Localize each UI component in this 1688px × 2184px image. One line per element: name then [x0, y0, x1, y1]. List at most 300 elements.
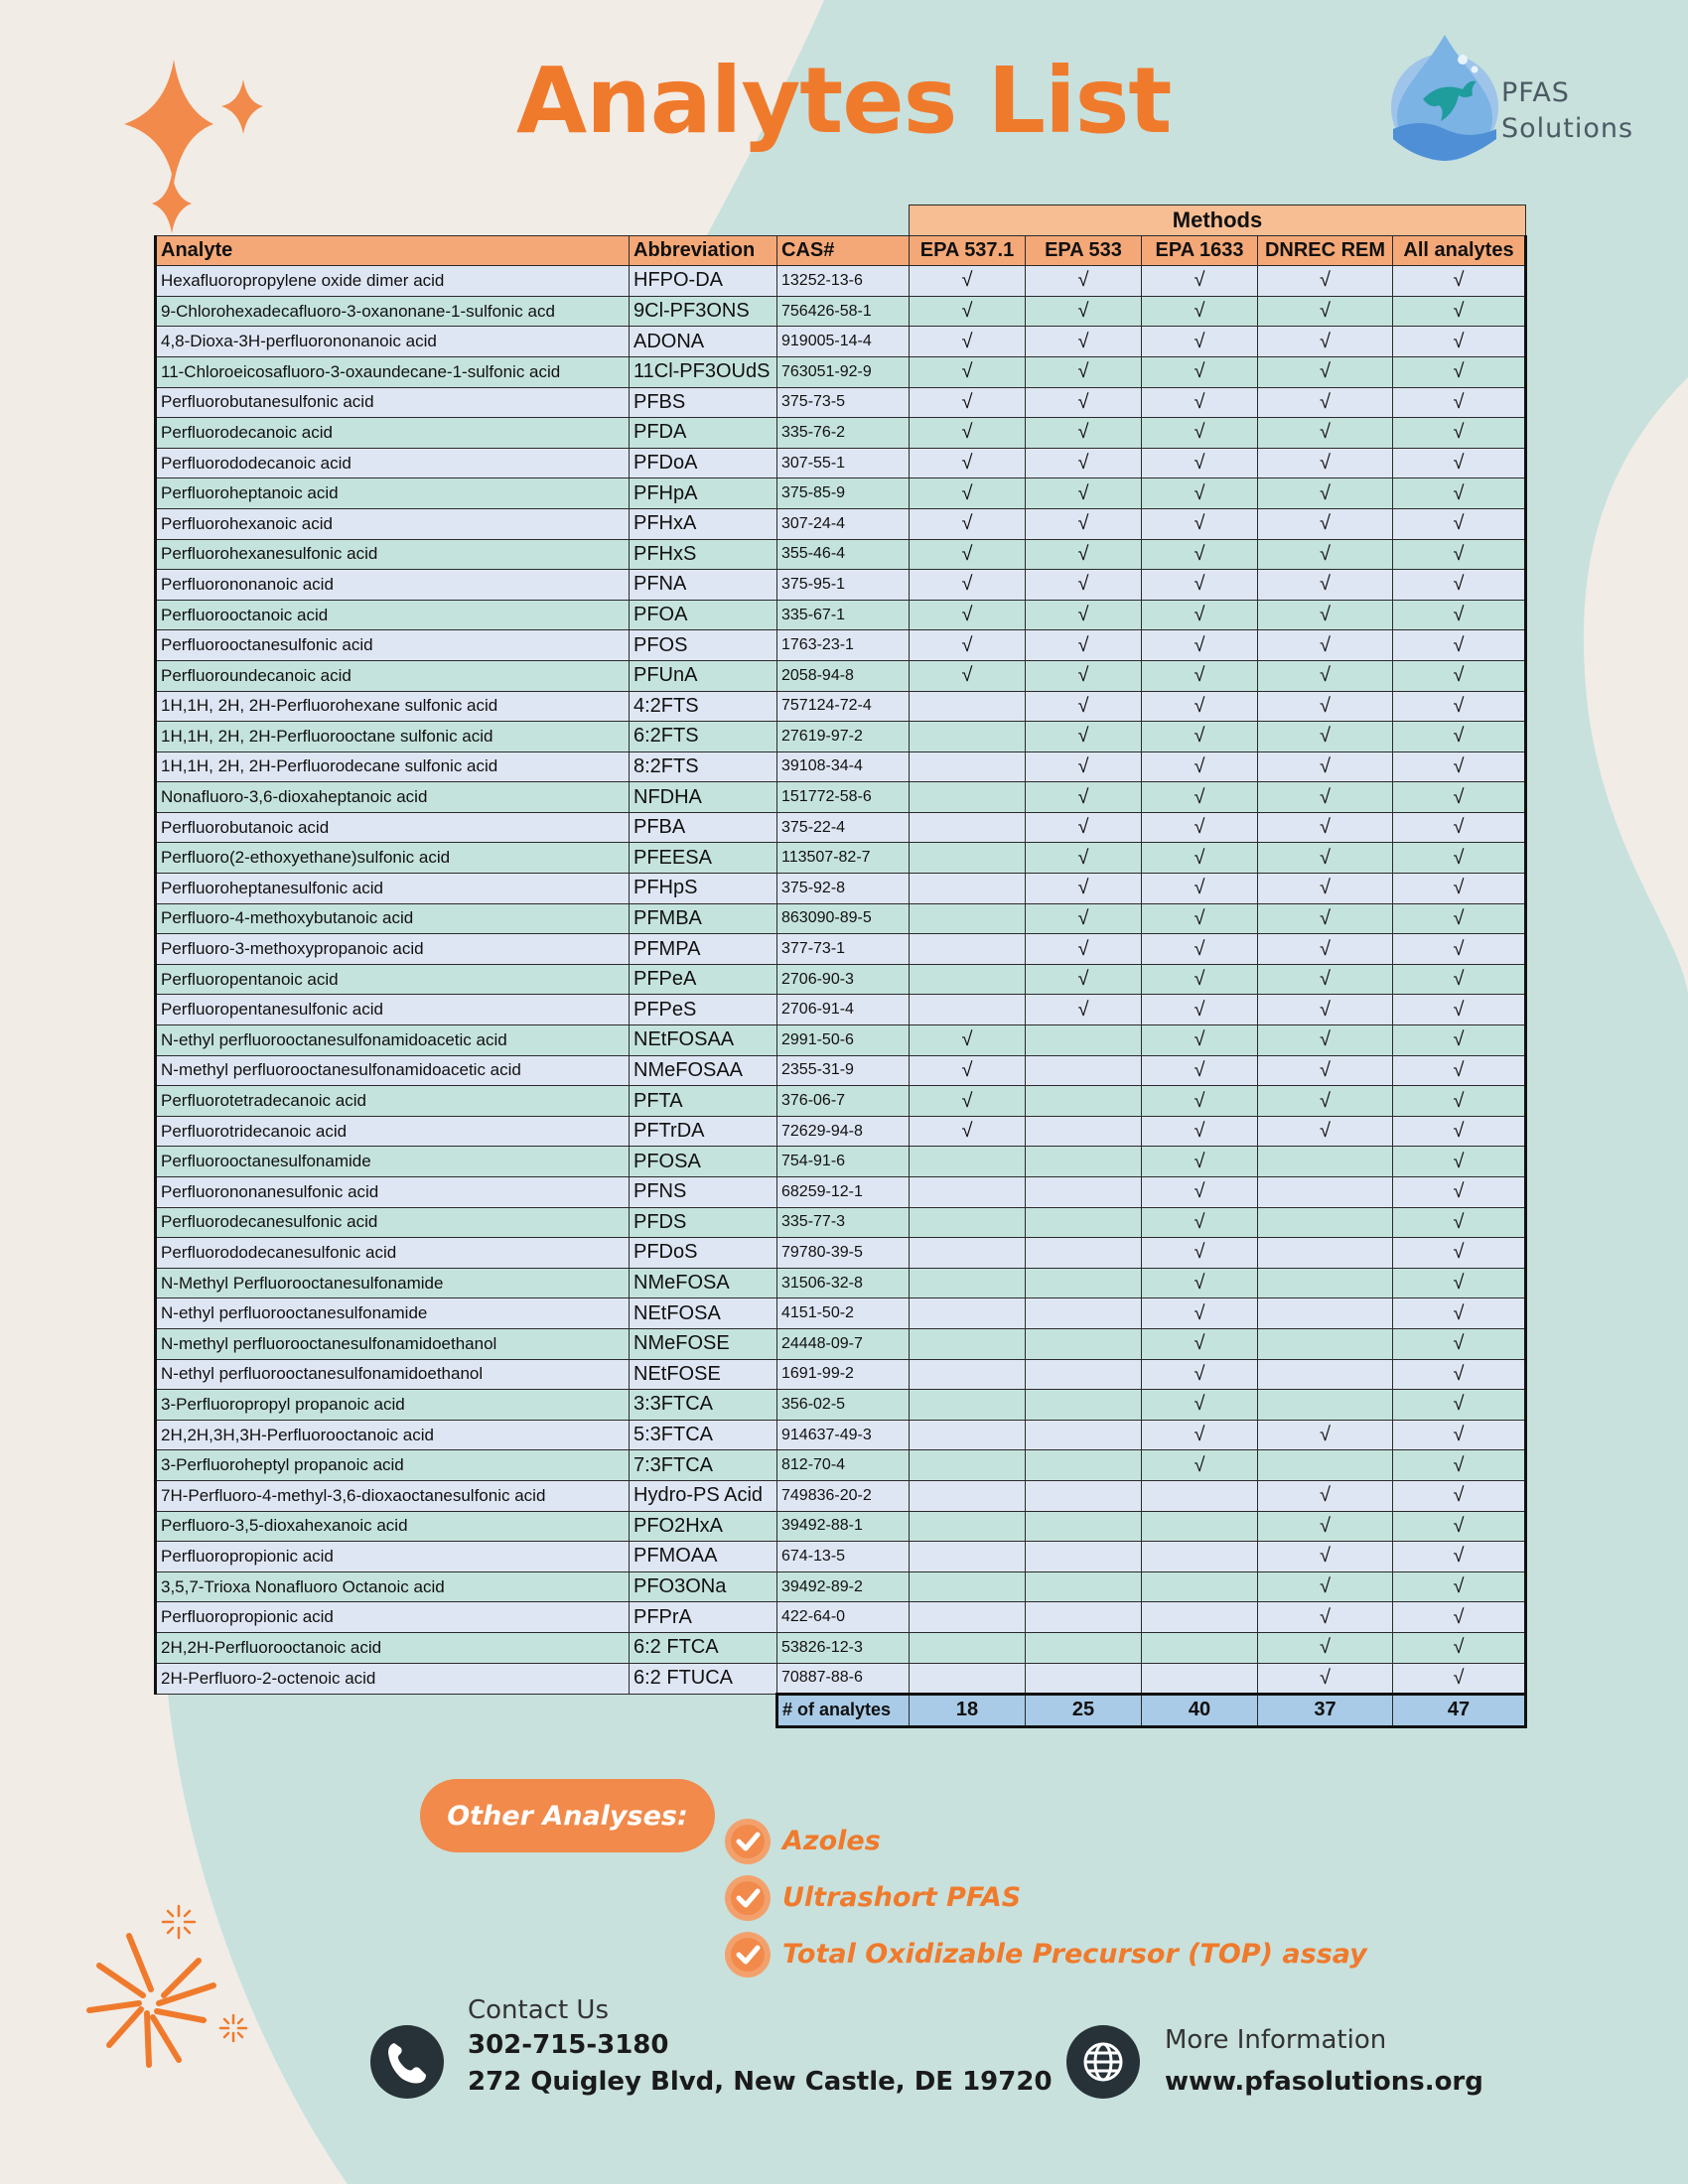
method-check-dnrec-rem: √	[1258, 508, 1393, 539]
method-check-dnrec-rem	[1258, 1147, 1393, 1177]
burst-decoration-icon	[70, 1886, 268, 2085]
abbreviation-cell: 6:2FTS	[630, 722, 777, 752]
abbreviation-cell: NEtFOSE	[630, 1359, 777, 1390]
table-row	[156, 1298, 1526, 1329]
method-check-epa-533	[1026, 1359, 1142, 1390]
abbreviation-cell: PFHpA	[630, 478, 777, 509]
methods-group-header: Methods	[910, 205, 1526, 236]
method-check-dnrec-rem: √	[1258, 903, 1393, 934]
abbreviation-cell: PFO3ONa	[630, 1571, 777, 1602]
method-check-epa-1633	[1142, 1632, 1258, 1663]
abbreviation-cell: NFDHA	[630, 782, 777, 813]
cas-number-cell: 356-02-5	[777, 1390, 910, 1421]
table-row	[156, 1147, 1526, 1177]
method-check-all-analytes: √	[1393, 356, 1526, 387]
method-check-epa-1633	[1142, 1511, 1258, 1542]
method-check-epa-537-1	[910, 1632, 1026, 1663]
table-row	[156, 1663, 1526, 1695]
analyte-name-cell: N-ethyl perfluorooctanesulfonamidoethanol	[156, 1359, 630, 1390]
logo-line-1: PFAS	[1501, 77, 1570, 108]
analyte-name-cell: 7H-Perfluoro-4-methyl-3,6-dioxaoctanesulfonic acid	[156, 1480, 630, 1511]
method-check-epa-1633	[1142, 1480, 1258, 1511]
method-check-epa-533: √	[1026, 600, 1142, 630]
logo-line-2: Solutions	[1501, 113, 1634, 144]
method-check-epa-537-1	[910, 1420, 1026, 1450]
method-check-epa-533: √	[1026, 478, 1142, 509]
method-check-epa-533	[1026, 1238, 1142, 1269]
other-analysis-item	[723, 1869, 1367, 1926]
method-check-all-analytes: √	[1393, 1207, 1526, 1238]
analyte-name-cell: Perfluorononanoic acid	[156, 570, 630, 601]
abbreviation-cell: ADONA	[630, 327, 777, 357]
cas-number-cell: 335-67-1	[777, 600, 910, 630]
method-check-all-analytes: √	[1393, 1328, 1526, 1359]
method-check-dnrec-rem: √	[1258, 1116, 1393, 1147]
table-row	[156, 1116, 1526, 1147]
method-check-epa-1633: √	[1142, 448, 1258, 478]
methods-group-row	[156, 205, 1526, 236]
method-check-dnrec-rem: √	[1258, 812, 1393, 843]
table-row	[156, 722, 1526, 752]
method-check-epa-1633: √	[1142, 1420, 1258, 1450]
cas-number-cell: 863090-89-5	[777, 903, 910, 934]
method-check-epa-1633: √	[1142, 964, 1258, 995]
method-check-all-analytes: √	[1393, 1602, 1526, 1633]
cas-number-cell: 335-77-3	[777, 1207, 910, 1238]
method-check-epa-533	[1026, 1268, 1142, 1298]
method-check-dnrec-rem: √	[1258, 387, 1393, 418]
method-check-epa-537-1: √	[910, 356, 1026, 387]
method-check-dnrec-rem: √	[1258, 751, 1393, 782]
cas-number-cell: 375-92-8	[777, 874, 910, 904]
cas-number-cell: 355-46-4	[777, 539, 910, 570]
contact-address: 272 Quigley Blvd, New Castle, DE 19720	[468, 2067, 1053, 2097]
method-check-epa-537-1: √	[910, 508, 1026, 539]
table-row	[156, 1238, 1526, 1269]
method-check-all-analytes: √	[1393, 478, 1526, 509]
method-check-epa-533	[1026, 1480, 1142, 1511]
method-check-dnrec-rem: √	[1258, 1480, 1393, 1511]
cas-number-cell: 72629-94-8	[777, 1116, 910, 1147]
analyte-name-cell: 2H,2H,3H,3H-Perfluorooctanoic acid	[156, 1420, 630, 1450]
analyte-name-cell: N-methyl perfluorooctanesulfonamidoethanol	[156, 1328, 630, 1359]
method-check-epa-537-1: √	[910, 570, 1026, 601]
method-check-all-analytes: √	[1393, 1511, 1526, 1542]
cas-number-cell: 4151-50-2	[777, 1298, 910, 1329]
abbreviation-cell: PFBS	[630, 387, 777, 418]
analyte-name-cell: Perfluorohexanesulfonic acid	[156, 539, 630, 570]
method-check-epa-1633: √	[1142, 1359, 1258, 1390]
method-check-epa-533: √	[1026, 903, 1142, 934]
table-row	[156, 1359, 1526, 1390]
table-row	[156, 1420, 1526, 1450]
abbreviation-cell: PFMOAA	[630, 1542, 777, 1572]
method-check-epa-533	[1026, 1116, 1142, 1147]
table-row	[156, 1390, 1526, 1421]
cas-number-cell: 113507-82-7	[777, 843, 910, 874]
analyte-name-cell: Nonafluoro-3,6-dioxaheptanoic acid	[156, 782, 630, 813]
method-check-dnrec-rem	[1258, 1328, 1393, 1359]
abbreviation-cell: PFOA	[630, 600, 777, 630]
method-check-epa-1633: √	[1142, 387, 1258, 418]
column-header-all-analytes: All analytes	[1393, 235, 1526, 266]
table-row	[156, 1542, 1526, 1572]
other-analysis-text: Azoles	[782, 1826, 881, 1856]
table-row	[156, 1571, 1526, 1602]
analyte-name-cell: Perfluorodecanoic acid	[156, 418, 630, 449]
method-check-epa-1633: √	[1142, 418, 1258, 449]
table-row	[156, 843, 1526, 874]
method-check-epa-533	[1026, 1450, 1142, 1481]
method-check-epa-537-1	[910, 782, 1026, 813]
method-check-all-analytes: √	[1393, 296, 1526, 327]
abbreviation-cell: 4:2FTS	[630, 691, 777, 722]
method-check-all-analytes: √	[1393, 387, 1526, 418]
method-check-epa-533: √	[1026, 327, 1142, 357]
analyte-name-cell: 11-Chloroeicosafluoro-3-oxaundecane-1-sulfonic acid	[156, 356, 630, 387]
method-check-all-analytes: √	[1393, 1268, 1526, 1298]
method-check-epa-533	[1026, 1571, 1142, 1602]
cas-number-cell: 749836-20-2	[777, 1480, 910, 1511]
analyte-name-cell: 3,5,7-Trioxa Nonafluoro Octanoic acid	[156, 1571, 630, 1602]
method-check-dnrec-rem	[1258, 1390, 1393, 1421]
method-check-epa-1633: √	[1142, 1177, 1258, 1208]
abbreviation-cell: PFPeA	[630, 964, 777, 995]
cas-number-cell: 335-76-2	[777, 418, 910, 449]
method-check-epa-533: √	[1026, 539, 1142, 570]
method-check-epa-1633: √	[1142, 1086, 1258, 1117]
method-check-epa-537-1: √	[910, 418, 1026, 449]
method-check-epa-1633: √	[1142, 266, 1258, 297]
method-check-all-analytes: √	[1393, 1298, 1526, 1329]
method-check-epa-533: √	[1026, 660, 1142, 691]
method-check-all-analytes: √	[1393, 691, 1526, 722]
analyte-name-cell: 4,8-Dioxa-3H-perfluorononanoic acid	[156, 327, 630, 357]
method-check-epa-1633: √	[1142, 1116, 1258, 1147]
method-check-epa-1633	[1142, 1571, 1258, 1602]
method-check-epa-533	[1026, 1632, 1142, 1663]
method-check-epa-533	[1026, 1420, 1142, 1450]
method-check-epa-1633: √	[1142, 782, 1258, 813]
analyte-name-cell: Perfluorononanesulfonic acid	[156, 1177, 630, 1208]
method-check-epa-1633: √	[1142, 1055, 1258, 1086]
total-count-dnrec-rem: 37	[1258, 1695, 1393, 1727]
table-row	[156, 1177, 1526, 1208]
table-row	[156, 1632, 1526, 1663]
method-check-dnrec-rem: √	[1258, 1663, 1393, 1695]
abbreviation-cell: HFPO-DA	[630, 266, 777, 297]
method-check-all-analytes: √	[1393, 1116, 1526, 1147]
method-check-epa-533	[1026, 1511, 1142, 1542]
analyte-name-cell: 2H,2H-Perfluorooctanoic acid	[156, 1632, 630, 1663]
website-link[interactable]: www.pfasolutions.org	[1165, 2067, 1483, 2097]
table-row	[156, 1086, 1526, 1117]
method-check-epa-537-1: √	[910, 448, 1026, 478]
method-check-all-analytes: √	[1393, 751, 1526, 782]
cas-number-cell: 2355-31-9	[777, 1055, 910, 1086]
method-check-epa-533: √	[1026, 630, 1142, 661]
method-check-epa-1633: √	[1142, 934, 1258, 965]
logo-text	[1501, 75, 1633, 147]
method-check-epa-533	[1026, 1542, 1142, 1572]
abbreviation-cell: PFNS	[630, 1177, 777, 1208]
method-check-epa-1633: √	[1142, 1207, 1258, 1238]
method-check-epa-537-1	[910, 1480, 1026, 1511]
analyte-name-cell: Perfluoroundecanoic acid	[156, 660, 630, 691]
other-analysis-text: Ultrashort PFAS	[782, 1882, 1022, 1913]
abbreviation-cell: PFPeS	[630, 995, 777, 1025]
method-check-epa-1633: √	[1142, 296, 1258, 327]
method-check-epa-537-1	[910, 1542, 1026, 1572]
other-analyses-list	[723, 1813, 1367, 1982]
method-check-epa-537-1	[910, 934, 1026, 965]
method-check-epa-533	[1026, 1147, 1142, 1177]
table-row	[156, 570, 1526, 601]
other-analysis-item	[723, 1926, 1367, 1982]
method-check-all-analytes: √	[1393, 600, 1526, 630]
table-row	[156, 1480, 1526, 1511]
table-row	[156, 296, 1526, 327]
method-check-all-analytes: √	[1393, 448, 1526, 478]
method-check-all-analytes: √	[1393, 418, 1526, 449]
table-row	[156, 874, 1526, 904]
analyte-name-cell: Perfluorohexanoic acid	[156, 508, 630, 539]
page-title: Analytes List	[516, 48, 1172, 154]
method-check-epa-537-1	[910, 722, 1026, 752]
analytes-table	[154, 205, 1527, 1728]
column-header-row	[156, 235, 1526, 266]
table-row	[156, 418, 1526, 449]
abbreviation-cell: PFOS	[630, 630, 777, 661]
method-check-epa-537-1	[910, 1177, 1026, 1208]
analyte-name-cell: Perfluoro(2-ethoxyethane)sulfonic acid	[156, 843, 630, 874]
method-check-dnrec-rem: √	[1258, 1055, 1393, 1086]
abbreviation-cell: 6:2 FTCA	[630, 1632, 777, 1663]
method-check-dnrec-rem	[1258, 1207, 1393, 1238]
method-check-epa-533: √	[1026, 782, 1142, 813]
cas-number-cell: 307-24-4	[777, 508, 910, 539]
method-check-epa-533	[1026, 1390, 1142, 1421]
cas-number-cell: 70887-88-6	[777, 1663, 910, 1695]
cas-number-cell: 39492-89-2	[777, 1571, 910, 1602]
analyte-name-cell: 9-Chlorohexadecafluoro-3-oxanonane-1-sulfonic acd	[156, 296, 630, 327]
method-check-epa-537-1	[910, 1359, 1026, 1390]
method-check-epa-1633: √	[1142, 691, 1258, 722]
method-check-dnrec-rem	[1258, 1450, 1393, 1481]
table-row	[156, 478, 1526, 509]
method-check-epa-533: √	[1026, 751, 1142, 782]
abbreviation-cell: PFTA	[630, 1086, 777, 1117]
analyte-name-cell: 2H-Perfluoro-2-octenoic acid	[156, 1663, 630, 1695]
method-check-dnrec-rem: √	[1258, 1511, 1393, 1542]
analyte-name-cell: Perfluorobutanesulfonic acid	[156, 387, 630, 418]
abbreviation-cell: NMeFOSA	[630, 1268, 777, 1298]
total-count-epa-537-1: 18	[910, 1695, 1026, 1727]
method-check-epa-533: √	[1026, 387, 1142, 418]
abbreviation-cell: 8:2FTS	[630, 751, 777, 782]
abbreviation-cell: NEtFOSAA	[630, 1025, 777, 1056]
table-row	[156, 539, 1526, 570]
method-check-epa-537-1: √	[910, 478, 1026, 509]
method-check-epa-533: √	[1026, 356, 1142, 387]
totals-label: # of analytes	[777, 1695, 910, 1727]
method-check-all-analytes: √	[1393, 722, 1526, 752]
phone-icon	[370, 2025, 444, 2099]
method-check-dnrec-rem: √	[1258, 1025, 1393, 1056]
abbreviation-cell: PFDA	[630, 418, 777, 449]
method-check-all-analytes: √	[1393, 508, 1526, 539]
column-header-epa-533: EPA 533	[1026, 235, 1142, 266]
cas-number-cell: 1763-23-1	[777, 630, 910, 661]
analyte-name-cell: N-Methyl Perfluorooctanesulfonamide	[156, 1268, 630, 1298]
abbreviation-cell: PFHpS	[630, 874, 777, 904]
cas-number-cell: 375-85-9	[777, 478, 910, 509]
cas-number-cell: 2991-50-6	[777, 1025, 910, 1056]
method-check-epa-537-1	[910, 1147, 1026, 1177]
method-check-epa-1633: √	[1142, 1238, 1258, 1269]
contact-phone[interactable]: 302-715-3180	[468, 2030, 669, 2060]
analyte-name-cell: N-ethyl perfluorooctanesulfonamidoacetic acid	[156, 1025, 630, 1056]
method-check-all-analytes: √	[1393, 1571, 1526, 1602]
method-check-dnrec-rem: √	[1258, 1602, 1393, 1633]
method-check-epa-533	[1026, 1602, 1142, 1633]
cas-number-cell: 375-22-4	[777, 812, 910, 843]
method-check-epa-537-1	[910, 691, 1026, 722]
column-header-dnrec-rem: DNREC REM	[1258, 235, 1393, 266]
method-check-epa-533: √	[1026, 812, 1142, 843]
analyte-name-cell: Perfluoropentanoic acid	[156, 964, 630, 995]
cas-number-cell: 307-55-1	[777, 448, 910, 478]
method-check-all-analytes: √	[1393, 903, 1526, 934]
method-check-all-analytes: √	[1393, 570, 1526, 601]
method-check-epa-537-1	[910, 1238, 1026, 1269]
abbreviation-cell: 11Cl-PF3OUdS	[630, 356, 777, 387]
method-check-epa-1633: √	[1142, 1268, 1258, 1298]
method-check-epa-1633: √	[1142, 751, 1258, 782]
analyte-name-cell: 3-Perfluoroheptyl propanoic acid	[156, 1450, 630, 1481]
method-check-all-analytes: √	[1393, 266, 1526, 297]
method-check-epa-533: √	[1026, 448, 1142, 478]
method-check-all-analytes: √	[1393, 660, 1526, 691]
other-analysis-text: Total Oxidizable Precursor (TOP) assay	[782, 1939, 1367, 1970]
cas-number-cell: 375-95-1	[777, 570, 910, 601]
table-row	[156, 903, 1526, 934]
method-check-epa-1633	[1142, 1602, 1258, 1633]
table-row	[156, 356, 1526, 387]
method-check-all-analytes: √	[1393, 1480, 1526, 1511]
method-check-dnrec-rem: √	[1258, 356, 1393, 387]
method-check-epa-1633: √	[1142, 539, 1258, 570]
method-check-epa-537-1	[910, 1450, 1026, 1481]
method-check-dnrec-rem: √	[1258, 296, 1393, 327]
abbreviation-cell: PFHxS	[630, 539, 777, 570]
method-check-dnrec-rem: √	[1258, 934, 1393, 965]
method-check-epa-537-1: √	[910, 266, 1026, 297]
analyte-name-cell: Perfluorododecanesulfonic acid	[156, 1238, 630, 1269]
method-check-all-analytes: √	[1393, 843, 1526, 874]
table-row	[156, 1268, 1526, 1298]
method-check-epa-537-1: √	[910, 660, 1026, 691]
table-row	[156, 387, 1526, 418]
method-check-dnrec-rem: √	[1258, 478, 1393, 509]
method-check-all-analytes: √	[1393, 1542, 1526, 1572]
method-check-epa-1633: √	[1142, 1390, 1258, 1421]
analyte-name-cell: Perfluorotridecanoic acid	[156, 1116, 630, 1147]
total-count-all-analytes: 47	[1393, 1695, 1526, 1727]
table-row	[156, 660, 1526, 691]
method-check-epa-533: √	[1026, 843, 1142, 874]
other-analyses-label: Other Analyses:	[420, 1779, 715, 1852]
cas-number-cell: 756426-58-1	[777, 296, 910, 327]
method-check-epa-537-1: √	[910, 327, 1026, 357]
cas-number-cell: 2706-91-4	[777, 995, 910, 1025]
abbreviation-cell: PFDoS	[630, 1238, 777, 1269]
method-check-epa-537-1	[910, 874, 1026, 904]
abbreviation-cell: NEtFOSA	[630, 1298, 777, 1329]
cas-number-cell: 39492-88-1	[777, 1511, 910, 1542]
method-check-epa-1633: √	[1142, 874, 1258, 904]
method-check-epa-1633: √	[1142, 843, 1258, 874]
method-check-epa-537-1	[910, 1268, 1026, 1298]
method-check-all-analytes: √	[1393, 782, 1526, 813]
analyte-name-cell: N-ethyl perfluorooctanesulfonamide	[156, 1298, 630, 1329]
method-check-epa-533	[1026, 1177, 1142, 1208]
method-check-epa-537-1	[910, 1571, 1026, 1602]
table-row	[156, 1450, 1526, 1481]
analyte-name-cell: Perfluoropropionic acid	[156, 1602, 630, 1633]
method-check-all-analytes: √	[1393, 1420, 1526, 1450]
method-check-epa-533	[1026, 1086, 1142, 1117]
cas-number-cell: 13252-13-6	[777, 266, 910, 297]
method-check-epa-537-1: √	[910, 1055, 1026, 1086]
method-check-epa-533: √	[1026, 691, 1142, 722]
method-check-all-analytes: √	[1393, 1086, 1526, 1117]
method-check-epa-533	[1026, 1025, 1142, 1056]
table-row	[156, 812, 1526, 843]
cas-number-cell: 812-70-4	[777, 1450, 910, 1481]
analyte-name-cell: Perfluoro-4-methoxybutanoic acid	[156, 903, 630, 934]
method-check-epa-537-1	[910, 812, 1026, 843]
abbreviation-cell: PFTrDA	[630, 1116, 777, 1147]
method-check-all-analytes: √	[1393, 1177, 1526, 1208]
cas-number-cell: 422-64-0	[777, 1602, 910, 1633]
analyte-name-cell: 1H,1H, 2H, 2H-Perfluorooctane sulfonic acid	[156, 722, 630, 752]
method-check-epa-537-1	[910, 1390, 1026, 1421]
cas-number-cell: 24448-09-7	[777, 1328, 910, 1359]
method-check-dnrec-rem	[1258, 1268, 1393, 1298]
method-check-all-analytes: √	[1393, 995, 1526, 1025]
method-check-dnrec-rem	[1258, 1238, 1393, 1269]
column-header-abbreviation: Abbreviation	[630, 235, 777, 266]
method-check-epa-537-1	[910, 995, 1026, 1025]
abbreviation-cell: PFBA	[630, 812, 777, 843]
method-check-dnrec-rem: √	[1258, 660, 1393, 691]
method-check-epa-537-1	[910, 964, 1026, 995]
table-row	[156, 1025, 1526, 1056]
analyte-name-cell: Perfluoropentanesulfonic acid	[156, 995, 630, 1025]
cas-number-cell: 31506-32-8	[777, 1268, 910, 1298]
analyte-name-cell: Perfluorooctanoic acid	[156, 600, 630, 630]
cas-number-cell: 79780-39-5	[777, 1238, 910, 1269]
abbreviation-cell: PFPrA	[630, 1602, 777, 1633]
method-check-dnrec-rem: √	[1258, 448, 1393, 478]
table-row	[156, 600, 1526, 630]
method-check-epa-537-1	[910, 903, 1026, 934]
cas-number-cell: 151772-58-6	[777, 782, 910, 813]
cas-number-cell: 375-73-5	[777, 387, 910, 418]
cas-number-cell: 674-13-5	[777, 1542, 910, 1572]
method-check-dnrec-rem: √	[1258, 630, 1393, 661]
